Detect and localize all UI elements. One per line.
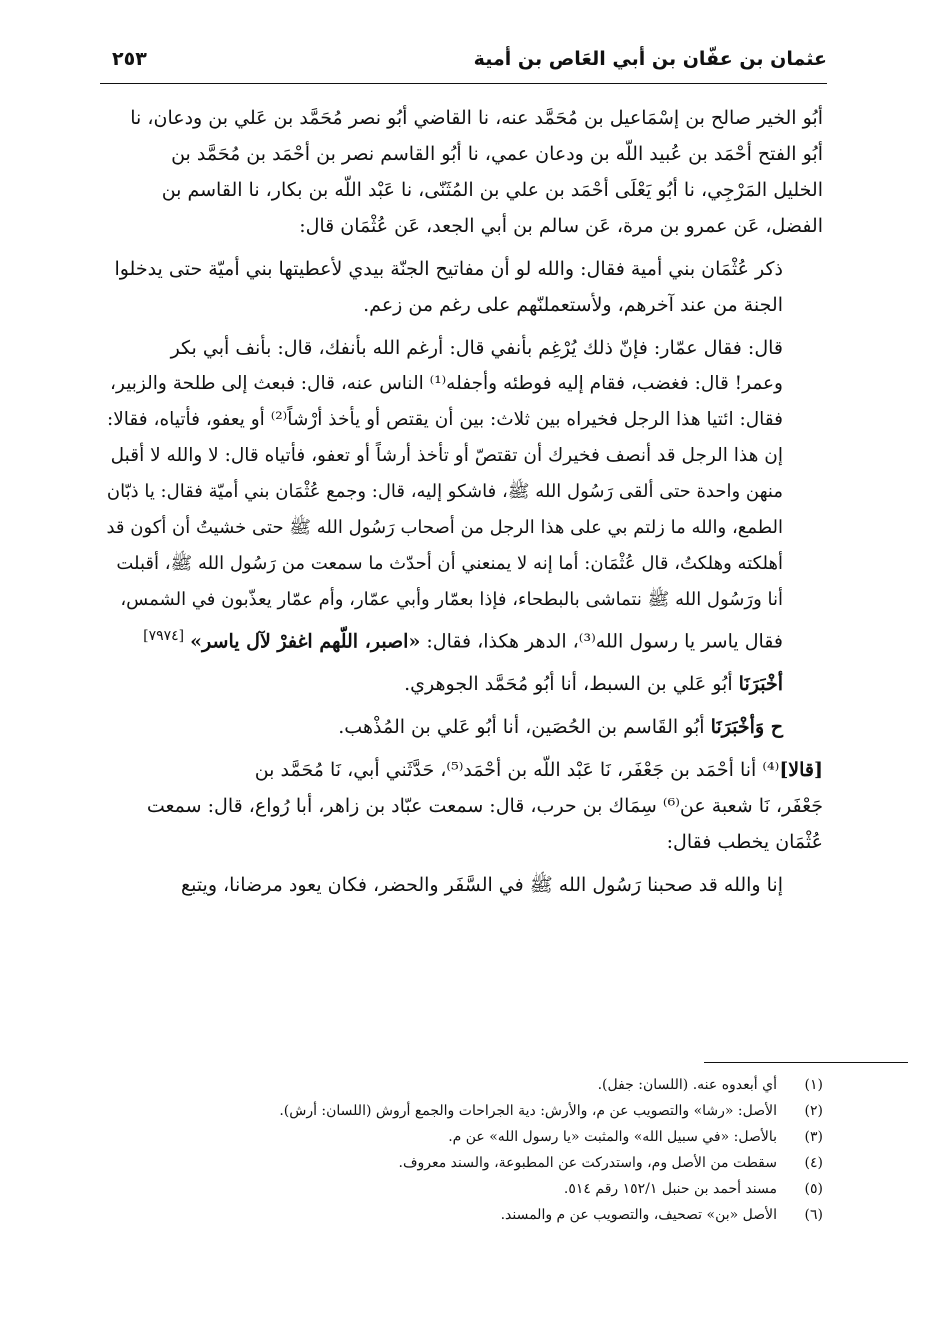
text-line: الطمع، والله ما زلتم بي على هذا الرجل من أصحاب رَسُول الله ﷺ حتى خشيتُ أن أكون قد [106,517,783,538]
footnote-text: الأصل: «رشا» والتصويب عن م، والأرش: دية الجراحات والجمع أروش (اللسان: أرش). [279,1103,777,1119]
footnote-text: الأصل «بن» تصحيف، والتصويب عن م والمسند. [500,1207,777,1223]
footnote-text: سقطت من الأصل وم، واستدركت عن المطبوعة، والسند معروف. [398,1155,777,1171]
footnote-number: (٥) [804,1181,823,1197]
footnote [104,1150,823,1176]
text-line: فقال: ائتيا هذا الرجل فخيراه بين ثلاث: بين أن يقتص أو يأخذ أرْشاً⁽²⁾ أو يعفو، فأتياه، فقالا: [107,409,783,430]
paragraph-hadith [104,251,823,323]
footnote-text: بالأصل: «في سبيل الله» والمثبت «يا رسول الله» عن م. [448,1129,777,1145]
paragraph-narrative [104,330,823,659]
page-number: ٢٥٣ [112,48,147,70]
footnote [104,1176,823,1202]
text-line [104,709,823,745]
text-line: جَعْفَر، نَا شعبة عن⁽⁶⁾ سِمَاك بن حرب، قال: سمعت عبّاد بن زاهر، أبا رُواع، قال: سمعت [146,795,823,818]
text-line: إنا والله قد صحبنا رَسُول الله ﷺ في السَّفَر والحضر، فكان يعود مرضانا، ويتبع [180,874,783,897]
text-line: منهن واحدة حتى ألقى رَسُول الله ﷺ، فاشكو إليه، قال: وجمع عُثْمَان بني أميّة فقال: يا ذبّان [106,481,783,502]
text-line: قال: فقال عمّار: فإنّ ذلك يُرْغِم بأنفي قال: أرغم الله بأنفك، قال: بأنف أبي بكر [170,337,783,359]
footnote-number: (٣) [804,1129,823,1145]
text-line: الجنة من عند آخرهم، ولأستعملنّهم على رغم من زعم. [363,294,783,316]
paragraph-isnad-2 [104,666,823,702]
hadith-number: [٧٩٧٤] [143,628,185,644]
footnote-number: (٢) [804,1103,823,1119]
footnotes [104,1072,823,1228]
text-line: عُثْمَان يخطب فقال: [666,831,823,854]
text-line: أنا ورَسُول الله ﷺ نتماشى بالبطحاء، فإذا بعمّار وأبي عمّار، وأم عمّار يعذّبون في الشمس، [120,589,783,610]
paragraph-isnad-4 [104,752,823,860]
footnote-number: (٤) [804,1155,823,1171]
paragraph-isnad [104,100,823,244]
text-line: ذكر عُثْمَان بني أمية فقال: والله لو أن مفاتيح الجنّة بيدي لأعطيتها بني أميّة حتى يدخلوا [114,258,783,280]
footnote-number: (٦) [804,1207,823,1223]
footnote [104,1124,823,1150]
paragraph-hadith-2 [104,867,823,903]
header-divider [100,83,827,84]
footnote-text: أي أبعدوه عنه. (اللسان: جفل). [597,1077,777,1093]
isnad-keyword: [قالا] [779,759,823,782]
text-line-last [104,618,823,659]
text-line: أبُو الفتح أحْمَد بن عُبيد اللّه بن ودعان عمي، نا أبُو القاسم نصر بن أحْمَد بن مُحَمَّد بن [171,143,823,165]
text-line: إن هذا الرجل قد أنصف فخيرك أن تقتصّ أو تأخذ أرشاً أو تعفو، فأتياه قال: لا والله لا أقبل [110,445,783,466]
footnote-text: مسند أحمد بن حنبل ١٥٢/١ رقم ٥١٤. [563,1181,777,1197]
narrative-text: فقال ياسر يا رسول الله [595,630,783,653]
footnote [104,1072,823,1098]
text-line [104,752,823,788]
paragraph-isnad-3 [104,709,823,745]
text-line: أبُو الخير صالح بن إسْمَاعيل بن مُحَمَّد عنه، نا القاضي أبُو نصر مُحَمَّد بن عَلي بن ودعان، نا [130,107,823,129]
isnad-text: ⁽⁴⁾ أنا أحْمَد بن جَعْفَر، نَا عَبْد اللّه بن أحْمَد⁽⁵⁾، حَدَّثَني أبي، نَا مُحَمَّد بن [254,759,780,782]
footnote [104,1098,823,1124]
isnad-keyword: أخْبَرَنَا [738,673,783,696]
footnote [104,1202,823,1228]
isnad-keyword: ح وَأخْبَرَنَا [710,716,783,739]
prophet-quote: «اصبر، اللّهم اغفرْ لآل ياسر» [190,630,421,653]
text-line: الفضل، عَن عمرو بن مرة، عَن سالم بن أبي الجعد، عَن عُثْمَان قال: [299,215,823,237]
narrative-text: ، الدهر هكذا، فقال: [420,630,579,653]
main-text [104,100,823,910]
footnote-divider [704,1062,908,1063]
running-header-title: عثمان بن عفّان بن أبي العَاص بن أمية [473,48,827,70]
text-line [104,666,823,702]
text-line: وعمر! قال: فغضب، فقام إليه فوطئه وأجفله⁽¹⁾ الناس عنه، قال: فبعث إلى طلحة والزبير، [110,373,783,394]
footnote-number: (١) [804,1077,823,1093]
footnote-ref: ⁽³⁾ [578,630,596,653]
text-line: الخليل المَرْجِي، نا أبُو يَعْلَى أحْمَد بن علي بن المُثَنّى، نا عَبْد اللّه بن بكار، نا القاسم بن [161,179,823,201]
text-line: أهلكته وهلكتُ، قال عُثْمَان: أما إنه لا يمنعني أن أحدّث ما سمعت من رَسُول الله ﷺ، أقبلت [116,553,783,574]
isnad-text: أبُو القَاسم بن الحُصَين، أنا أبُو عَلي بن المُذْهب. [338,716,711,739]
isnad-text: أبُو عَلي بن السبط، أنا أبُو مُحَمَّد الجوهري. [404,673,739,696]
